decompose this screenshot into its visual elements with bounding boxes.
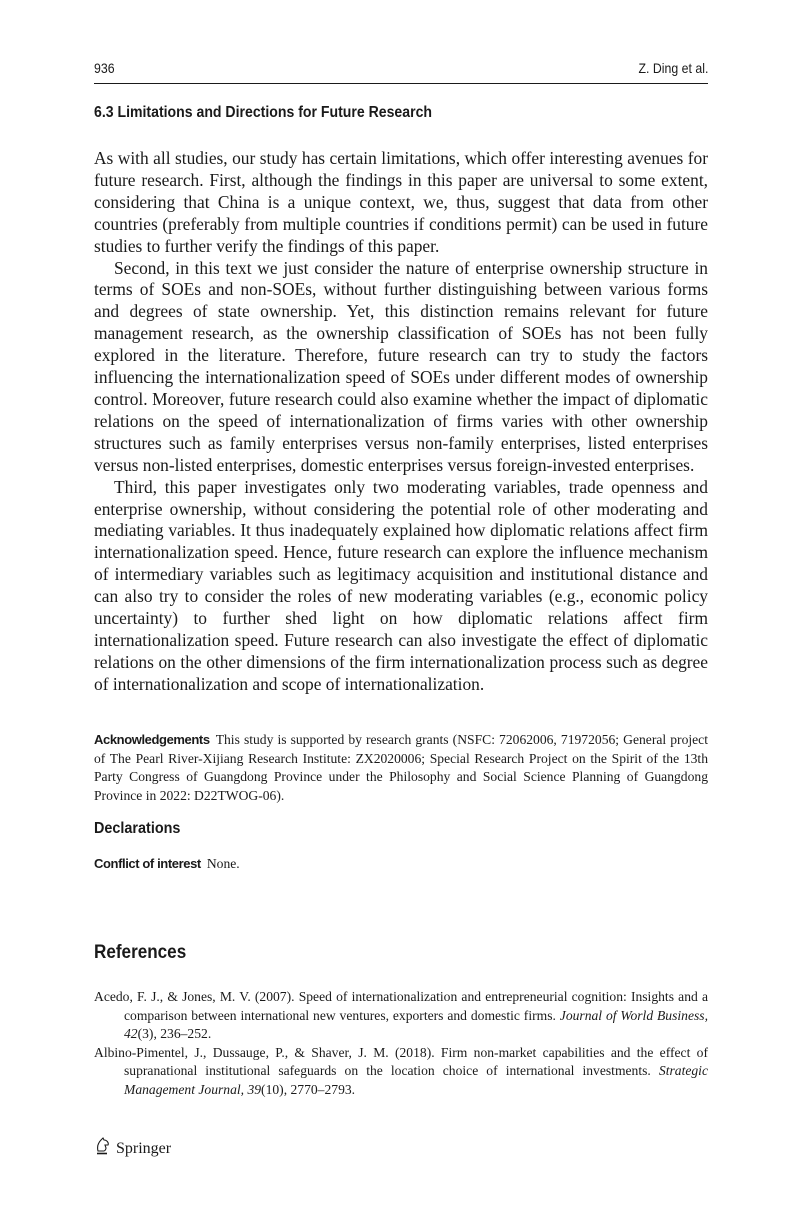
acknowledgements-label: Acknowledgements [94,732,210,747]
section-title: 6.3 Limitations and Directions for Future Research [94,104,433,121]
acknowledgements-text: This study is supported by research grants (NSFC: 72062006, 71972056; General project of The Pearl River-Xijiang Research Institute: ZX2020006; Special Research Project on the Spirit of the 13th Party Congress of Guangdong Province under the Philosophy and Social Science Planning of Guangdong Province in 2022: D22TWOG-06). [94,732,708,803]
publisher-footer [94,1136,171,1161]
paragraph-1: As with all studies, our study has certain limitations, which offer interesting avenues for future research. First, although the findings in this paper are universal to some extent, considering that China is a unique context, we, thus, suggest that data from other countries (preferably from multiple countries if conditions permit) can be used in future studies to further verify the findings of this paper. [94,148,708,256]
acknowledgements [94,731,708,805]
reference-item: Albino-Pimentel, J., Dussauge, P., & Shaver, J. M. (2018). Firm non-market capabilities and the effect of supranational institutional safeguards on the location choice of international investments. Strategic Management Journal, 39(10), 2770–2793. [94,1044,708,1097]
reference-item: Acedo, F. J., & Jones, M. V. (2007). Speed of internationalization and entrepreneurial cognition: Insights and a comparison between international new ventures, exporters and domestic firms. Journal of World Business, 42(3), 236–252. [94,989,708,1042]
springer-knight-icon [94,1136,112,1161]
page-number: 936 [94,60,115,76]
header-rule [94,83,708,84]
paragraph-2: Second, in this text we just consider the nature of enterprise ownership structure in terms of SOEs and non-SOEs, without further distinguishing between various forms and degrees of state ownership. Yet, this distinction remains relevant for future management research, as the ownership classification of SOEs has not been fully explored in the literature. Therefore, future research can try to study the factors influencing the internationalization speed of SOEs under different modes of ownership control. Moreover, future research could also examine whether the impact of diplomatic relations on the speed of internationalization of firms varies with other ownership structures such as family enterprises versus non-family enterprises, listed enterprises versus non-listed enterprises, domestic enterprises versus foreign-invested enterprises. [94,257,708,475]
running-authors: Z. Ding et al. [638,60,708,76]
declarations-heading: Declarations [94,820,181,837]
journal-name: Journal of World Business, 42 [124,1007,708,1042]
section-body [94,148,708,696]
references-heading: References [94,942,187,963]
references-list [94,988,708,1100]
paragraph-3: Third, this paper investigates only two moderating variables, trade openness and enterprise ownership, without considering the potential role of other moderating and mediating variables. It thus inadequately explained how diplomatic relations affect firm internationalization speed. Hence, future research can explore the influence mechanism of intermediary variables such as legitimacy acquisition and institutional distance and can also try to consider the roles of new moderating variables (e.g., economic policy uncertainty) to further shed light on how diplomatic relations affect firm internationalization speed. Future research can also investigate the effect of diplomatic relations on the other dimensions of the firm internationalization process such as degree of internationalization and scope of internationalization. [94,476,708,694]
publisher-name: Springer [116,1139,172,1157]
conflict-text: None. [206,856,240,871]
conflict-of-interest [94,856,240,872]
conflict-label: Conflict of interest [94,856,201,871]
journal-name: Strategic Management Journal, 39 [124,1063,708,1097]
running-header [94,58,708,80]
